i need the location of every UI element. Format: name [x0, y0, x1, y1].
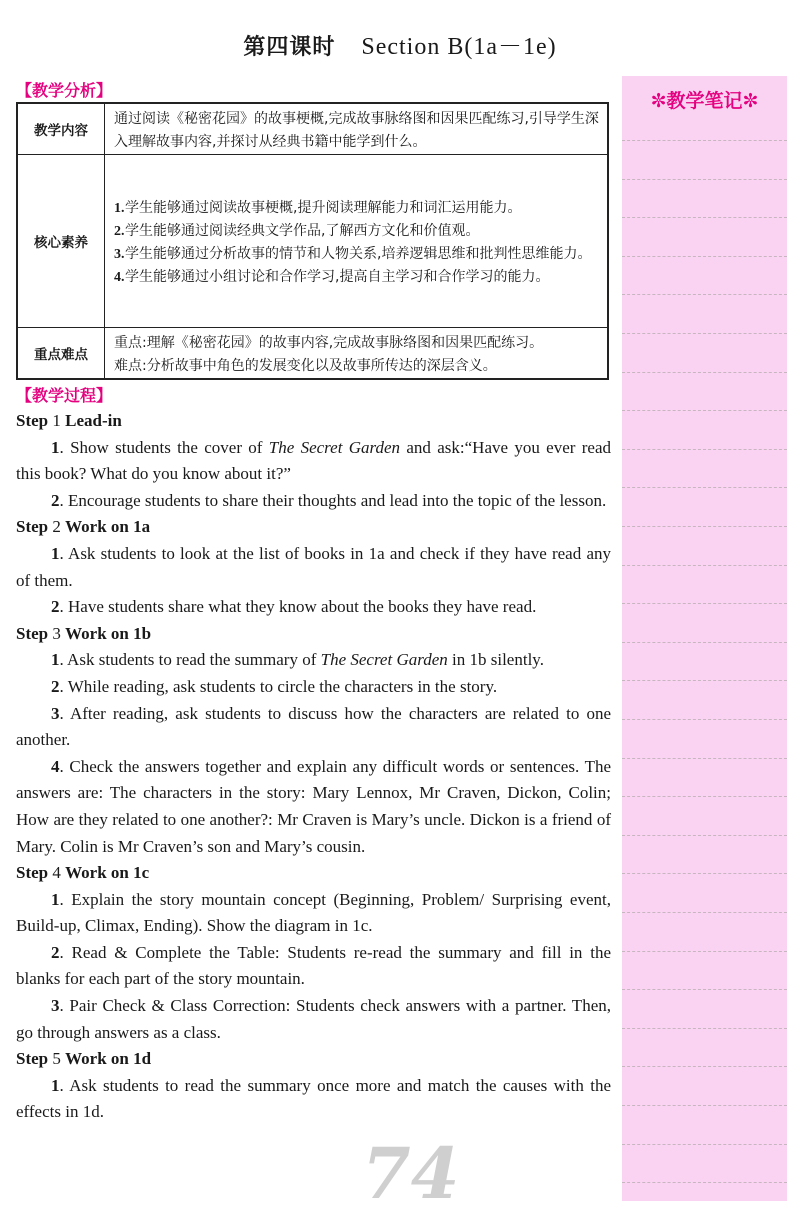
step-paragraph: 3. Pair Check & Class Correction: Students check answers with a partner. Then, go through answers as a class. — [16, 996, 611, 1042]
analysis-table — [16, 102, 609, 380]
note-line — [622, 642, 787, 643]
note-line — [622, 796, 787, 797]
row-content — [105, 189, 607, 293]
step-paragraph: 2. While reading, ask students to circle the characters in the story. — [51, 676, 498, 696]
note-line — [622, 256, 787, 257]
step-heading: Step 1 Lead-in — [16, 411, 122, 430]
row-label: 教学内容 — [18, 104, 105, 154]
note-line — [622, 989, 787, 990]
note-line — [622, 1144, 787, 1145]
step-paragraph: 2. Read & Complete the Table: Students re-read the summary and fill in the blanks for each part of the story mountain. — [16, 942, 611, 989]
lesson-label: 第四课时 — [243, 35, 336, 60]
step-heading: Step 5 Work on 1d — [16, 1049, 152, 1069]
step-heading: Step 4 Work on 1c — [16, 863, 150, 883]
section-label: Section B(1a－1e) — [361, 34, 557, 60]
step-paragraph: 1. Ask students to read the summary once more and match the causes with the effects in 1d. — [16, 1075, 611, 1122]
note-line — [622, 372, 787, 373]
step-paragraph: 2. Encourage students to share their thoughts and lead into the topic of the lesson. — [51, 490, 607, 510]
note-line — [622, 140, 787, 141]
note-line — [622, 487, 787, 488]
step-paragraph: 3. After reading, ask students to discuss how the characters are related to one another. — [16, 703, 611, 750]
step-paragraph: 2. Have students share what they know about the books they have read. — [51, 597, 537, 617]
note-line — [622, 873, 787, 874]
note-line — [622, 217, 787, 218]
page-number: 74 — [362, 1132, 460, 1215]
table-row — [18, 154, 607, 327]
note-line — [622, 719, 787, 720]
note-line — [622, 1182, 787, 1183]
list-item: 2. 学生能够通过阅读经典文学作品,了解西方文化和价值观。 — [114, 223, 480, 239]
row-label: 核心素养 — [18, 155, 105, 327]
teaching-process — [16, 408, 611, 1126]
note-line — [622, 1105, 787, 1106]
notes-title: ✼教学笔记✼ — [650, 90, 759, 112]
note-line — [622, 912, 787, 913]
list-item: 4. 学生能够通过小组讨论和合作学习,提高自主学习和合作学习的能力。 — [114, 269, 550, 285]
process-heading: 【教学过程】 — [16, 386, 113, 405]
list-item: 3. 学生能够通过分析故事的情节和人物关系,培养逻辑思维和批判性思维能力。 — [114, 246, 592, 262]
note-line — [622, 951, 787, 952]
note-line — [622, 179, 787, 180]
note-line — [622, 526, 787, 527]
step-paragraph: 1. Show students the cover of The Secret Garden and ask:“Have you ever read this book? What do you know about it?” — [16, 437, 611, 484]
table-row — [18, 104, 607, 154]
note-line — [622, 294, 787, 295]
note-line — [622, 410, 787, 411]
teaching-content-text: 通过阅读《秘密花园》的故事梗概,完成故事脉络图和因果匹配练习,引导学生深入理解故事内容,并探讨从经典书籍中能学到什么。 — [114, 111, 599, 150]
difficult-point-text: 难点:分析故事中角色的发展变化以及故事所传达的深层含义。 — [114, 358, 497, 374]
note-line — [622, 1066, 787, 1067]
note-line — [622, 565, 787, 566]
step-heading: Step 2 Work on 1a — [16, 517, 151, 537]
row-content — [105, 104, 607, 154]
note-line — [622, 680, 787, 681]
notes-sidebar — [622, 76, 787, 1201]
list-item: 1. 学生能够通过阅读故事梗概,提升阅读理解能力和词汇运用能力。 — [114, 200, 522, 216]
note-line — [622, 449, 787, 450]
note-line — [622, 603, 787, 604]
step-paragraph: 1. Explain the story mountain concept (Beginning, Problem/ Surprising event, Build-up, Climax, Ending). Show the diagram in 1c. — [16, 889, 611, 936]
step-paragraph: 1. Ask students to look at the list of books in 1a and check if they have read any of them. — [16, 543, 611, 590]
step-paragraph: 4. Check the answers together and explain any difficult words or sentences. The answers are: The characters in the story: Mary Lennox, Mr Craven, Dickon, Colin; How are they related to one another?: Mr Craven is Mary’s uncle. Dickon is a friend of Mary. Colin is Mr Craven’s son and Mary’s cousin. — [16, 756, 611, 856]
analysis-heading: 【教学分析】 — [16, 81, 113, 100]
row-content — [105, 328, 607, 378]
note-line — [622, 835, 787, 836]
key-point-text: 重点:理解《秘密花园》的故事内容,完成故事脉络图和因果匹配练习。 — [114, 335, 544, 351]
step-paragraph: 1. Ask students to read the summary of The Secret Garden in 1b silently. — [51, 650, 544, 670]
page-title — [0, 26, 800, 61]
table-row — [18, 327, 607, 378]
note-line — [622, 333, 787, 334]
note-line — [622, 1028, 787, 1029]
note-line — [622, 758, 787, 759]
row-label: 重点难点 — [18, 328, 105, 378]
step-heading: Step 3 Work on 1b — [16, 623, 152, 643]
